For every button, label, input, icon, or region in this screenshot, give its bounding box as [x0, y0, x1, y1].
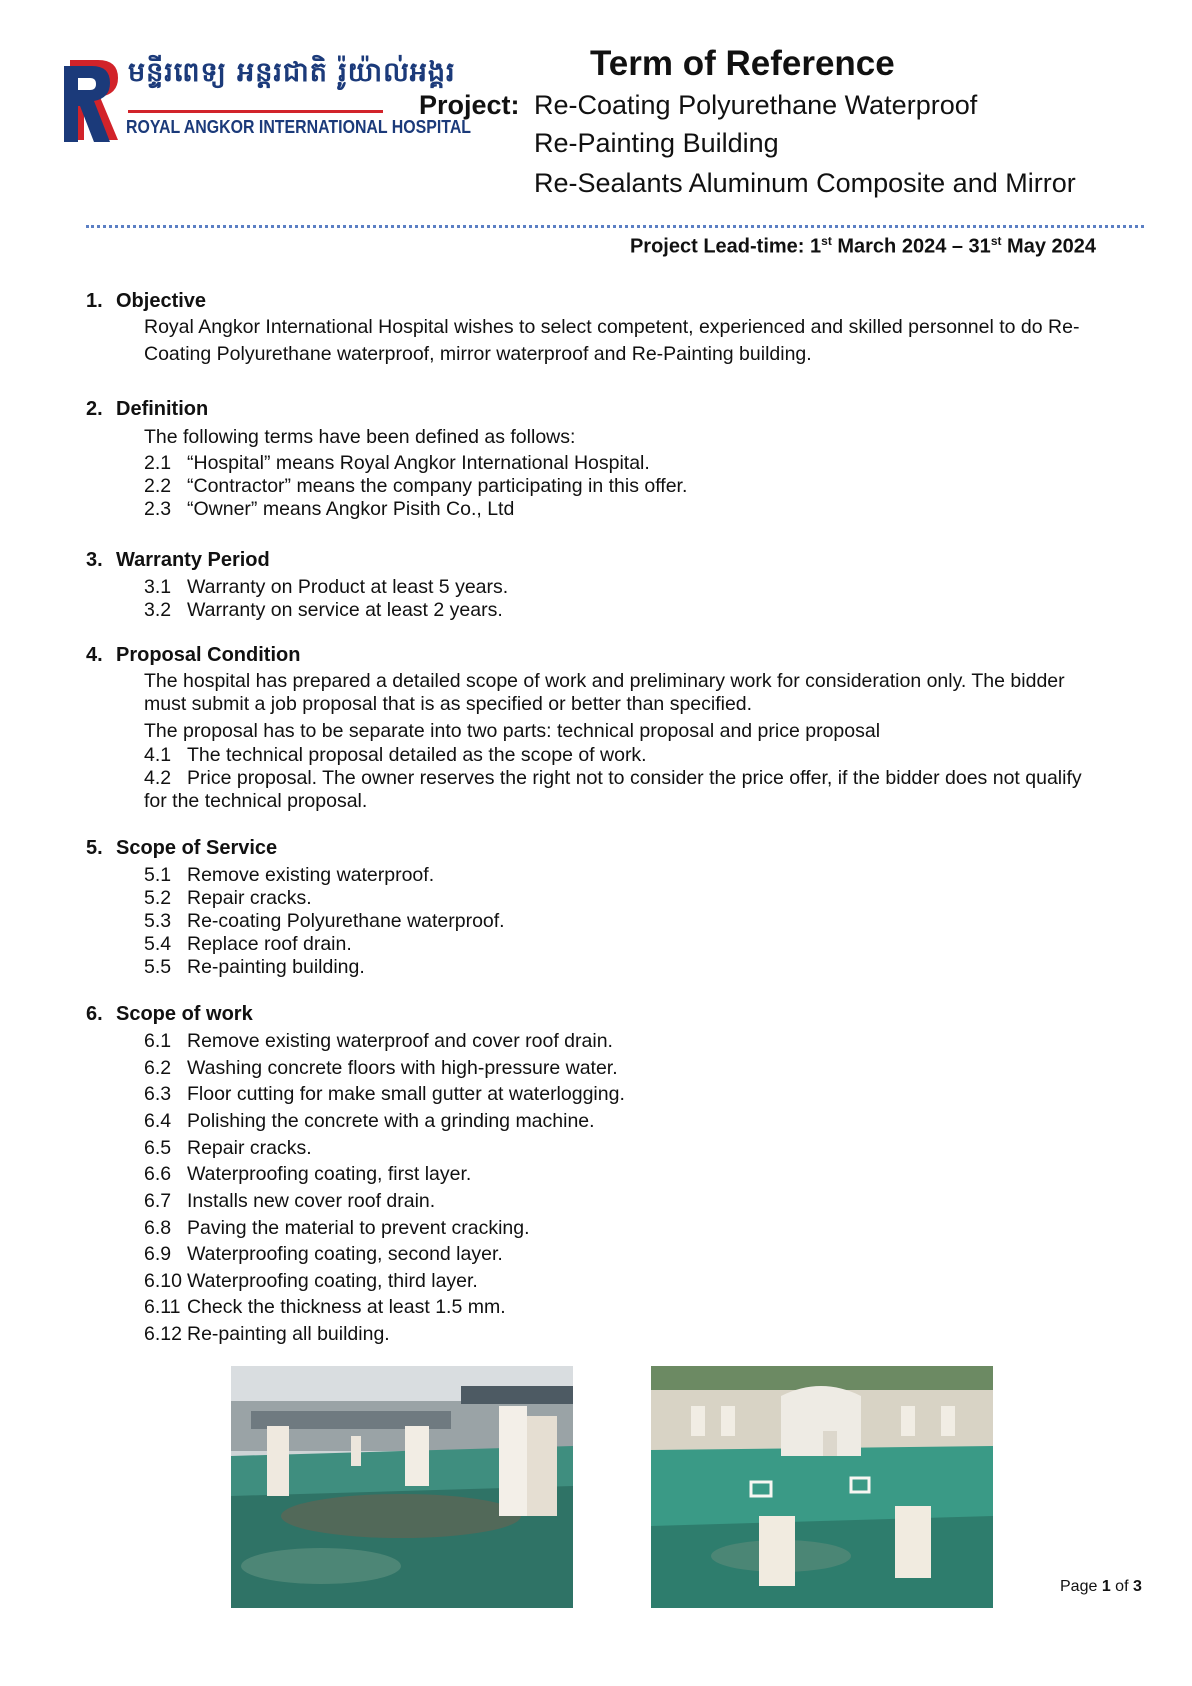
objective-text: Royal Angkor International Hospital wishes to select competent, experienced and skilled personnel to do Re-Coating Polyurethane waterproof, mirror waterproof and Re-Painting building. — [144, 316, 1080, 365]
list-item: 2.3 “Owner” means Angkor Pisith Co., Ltd — [144, 498, 515, 520]
header-divider — [86, 225, 1144, 228]
project-label: Project: — [419, 90, 520, 120]
list-item: 6.2 Washing concrete floors with high-pressure water. — [144, 1057, 618, 1079]
logo-divider — [128, 110, 383, 113]
page-number: Page 1 of 3 — [1060, 1578, 1142, 1595]
list-item: 6.11 Check the thickness at least 1.5 mm. — [144, 1296, 506, 1318]
list-item: 2.1 “Hospital” means Royal Angkor International Hospital. — [144, 452, 650, 474]
proposal-paragraph-2: The proposal has to be separate into two parts: technical proposal and price proposal — [144, 720, 881, 742]
list-item: 4.2 Price proposal. The owner reserves the right not to consider the price offer, if the bidder does not qualify for the technical proposal. — [144, 767, 1082, 812]
list-item: 6.10 Waterproofing coating, third layer. — [144, 1270, 478, 1292]
document-title: Term of Reference — [590, 44, 895, 83]
list-item: 6.3 Floor cutting for make small gutter at waterlogging. — [144, 1083, 625, 1105]
project-line-3: Re-Sealants Aluminum Composite and Mirror — [534, 168, 1076, 198]
section-heading-scope-of-work: 6. Scope of work — [86, 1003, 253, 1025]
list-item: 6.8 Paving the material to prevent cracking. — [144, 1217, 530, 1239]
list-item: 4.1 The technical proposal detailed as the scope of work. — [144, 744, 647, 766]
list-item: 6.9 Waterproofing coating, second layer. — [144, 1243, 503, 1265]
list-item: 6.5 Repair cracks. — [144, 1137, 312, 1159]
logo-english-name: ROYAL ANGKOR INTERNATIONAL HOSPITAL — [126, 116, 472, 137]
list-item: 5.4 Replace roof drain. — [144, 933, 352, 955]
list-item: 6.4 Polishing the concrete with a grinding machine. — [144, 1110, 595, 1132]
section-heading-definition: 2. Definition — [86, 398, 209, 420]
logo-khmer-name: មន្ទីរពេទ្យ អន្តរជាតិ រ៉ូយ៉ាល់អង្គរ — [128, 57, 456, 88]
project-line-2: Re-Painting Building — [534, 128, 779, 158]
list-item: 3.1 Warranty on Product at least 5 years. — [144, 576, 509, 598]
list-item: 6.7 Installs new cover roof drain. — [144, 1190, 436, 1212]
list-item: 5.5 Re-painting building. — [144, 956, 365, 978]
list-item: 2.2 “Contractor” means the company participating in this offer. — [144, 475, 688, 497]
proposal-paragraph-1: The hospital has prepared a detailed scope of work and preliminary work for consideration only. The bidder must submit a job proposal that is as specified or better than specified. — [144, 670, 1065, 715]
roof-photo-right — [651, 1366, 993, 1608]
project-lead-time: Project Lead-time: 1st March 2024 – 31st May 2024 — [629, 234, 1096, 258]
section-heading-warranty: 3. Warranty Period — [86, 549, 270, 571]
section-heading-scope-of-service: 5. Scope of Service — [86, 837, 278, 859]
list-item: 5.3 Re-coating Polyurethane waterproof. — [144, 910, 505, 932]
list-item: 3.2 Warranty on service at least 2 years. — [144, 599, 503, 621]
section-heading-objective: 1. Objective — [86, 290, 207, 312]
definition-intro: The following terms have been defined as follows: — [144, 426, 576, 448]
project-line-1: Re-Coating Polyurethane Waterproof — [534, 90, 978, 120]
list-item: 5.2 Repair cracks. — [144, 887, 312, 909]
list-item: 6.12 Re-painting all building. — [144, 1323, 390, 1345]
list-item: 6.6 Waterproofing coating, first layer. — [144, 1163, 472, 1185]
logo-r-mark-icon — [64, 56, 122, 144]
roof-photo-left — [231, 1366, 573, 1608]
section-heading-proposal: 4. Proposal Condition — [86, 644, 301, 666]
list-item: 5.1 Remove existing waterproof. — [144, 864, 435, 886]
list-item: 6.1 Remove existing waterproof and cover roof drain. — [144, 1030, 613, 1052]
